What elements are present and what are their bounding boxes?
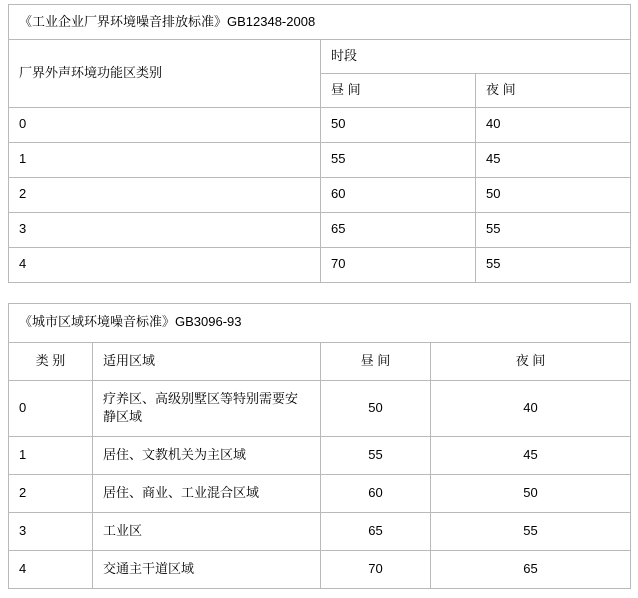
document-page — [0, 4, 638, 589]
table2-cell-category: 3 — [9, 512, 93, 550]
table-row — [9, 212, 631, 247]
table2-cell-day: 65 — [321, 512, 431, 550]
table1-cell-day: 55 — [321, 142, 476, 177]
table2-cell-night: 50 — [431, 475, 631, 513]
table1-cell-night: 55 — [476, 247, 631, 282]
table1-cell-night: 40 — [476, 107, 631, 142]
table-row — [9, 437, 631, 475]
table1-cell-day: 50 — [321, 107, 476, 142]
urban-area-noise-standard-table — [8, 303, 631, 589]
table-row — [9, 107, 631, 142]
table1-caption: 《工业企业厂界环境噪音排放标准》GB12348-2008 — [9, 5, 631, 40]
table2-cell-area: 交通主干道区域 — [93, 550, 321, 588]
table-row — [9, 512, 631, 550]
table1-cell-day: 70 — [321, 247, 476, 282]
table-row — [9, 247, 631, 282]
table2-header-day: 昼 间 — [321, 342, 431, 380]
table2-cell-night: 40 — [431, 380, 631, 437]
table2-cell-category: 2 — [9, 475, 93, 513]
table-row — [9, 550, 631, 588]
table1-header-day: 昼 间 — [321, 73, 476, 107]
table-caption-row — [9, 303, 631, 342]
table2-cell-day: 55 — [321, 437, 431, 475]
table2-cell-day: 70 — [321, 550, 431, 588]
table1-cell-category: 4 — [9, 247, 321, 282]
table2-cell-night: 65 — [431, 550, 631, 588]
table1-cell-day: 60 — [321, 177, 476, 212]
table-row — [9, 380, 631, 437]
table-row — [9, 142, 631, 177]
table2-cell-area: 居住、商业、工业混合区域 — [93, 475, 321, 513]
table2-cell-day: 50 — [321, 380, 431, 437]
table1-cell-category: 2 — [9, 177, 321, 212]
table1-cell-night: 50 — [476, 177, 631, 212]
table-row — [9, 177, 631, 212]
table2-header-area: 适用区域 — [93, 342, 321, 380]
table2-header-category: 类 别 — [9, 342, 93, 380]
table1-header-category: 厂界外声环境功能区类别 — [9, 40, 321, 108]
table2-cell-category: 0 — [9, 380, 93, 437]
noise-emission-standard-table — [8, 4, 631, 283]
table2-cell-category: 1 — [9, 437, 93, 475]
table2-header-night: 夜 间 — [431, 342, 631, 380]
table1-cell-category: 0 — [9, 107, 321, 142]
table2-caption: 《城市区域环境噪音标准》GB3096-93 — [9, 303, 631, 342]
table2-cell-night: 55 — [431, 512, 631, 550]
table2-cell-area: 疗养区、高级别墅区等特别需要安静区域 — [93, 380, 321, 437]
table1-cell-category: 1 — [9, 142, 321, 177]
table2-cell-category: 4 — [9, 550, 93, 588]
table1-cell-day: 65 — [321, 212, 476, 247]
table-header-row — [9, 342, 631, 380]
table2-cell-day: 60 — [321, 475, 431, 513]
table1-header-night: 夜 间 — [476, 73, 631, 107]
table2-cell-area: 居住、文教机关为主区域 — [93, 437, 321, 475]
table2-cell-area: 工业区 — [93, 512, 321, 550]
table1-cell-category: 3 — [9, 212, 321, 247]
table-caption-row — [9, 5, 631, 40]
table1-cell-night: 55 — [476, 212, 631, 247]
table2-cell-night: 45 — [431, 437, 631, 475]
table1-header-period: 时段 — [321, 40, 631, 74]
table1-cell-night: 45 — [476, 142, 631, 177]
table-header-row — [9, 40, 631, 74]
table-row — [9, 475, 631, 513]
